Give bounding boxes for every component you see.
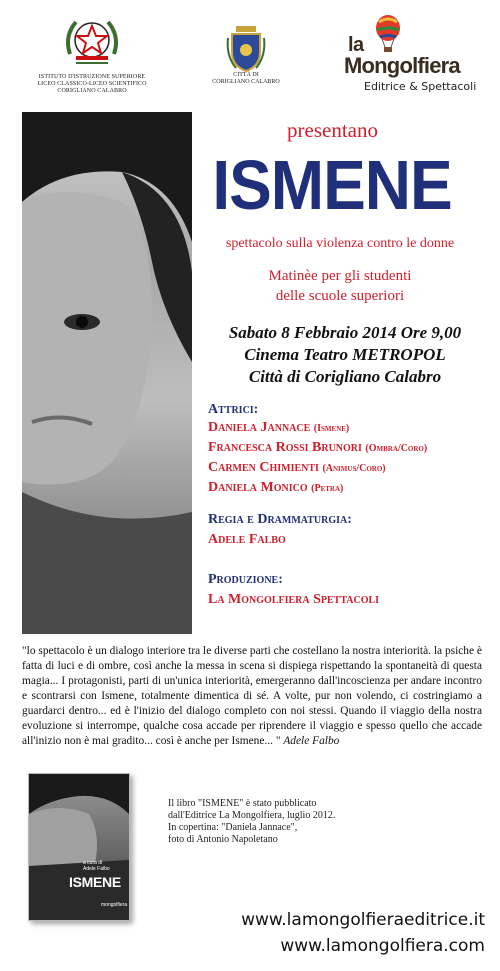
event-details	[200, 322, 490, 388]
cast-role: (Ombra/Coro)	[365, 443, 428, 454]
institute-name	[22, 74, 162, 95]
cast-list	[208, 418, 498, 498]
website-link-editrice[interactable]: www.lamongolfieraeditrice.it	[241, 910, 485, 930]
cast-role: (Animus/Coro)	[322, 463, 386, 474]
city-line-2: CORIGLIANO CALABRO	[212, 79, 280, 85]
book-cover	[28, 773, 130, 921]
event-city: Città di Corigliano Calabro	[248, 367, 442, 386]
publisher-logo-subtitle: Editrice & Spettacoli	[364, 80, 477, 93]
book-editor-line-2: Adele Falbo	[83, 866, 110, 872]
book-editor-line-1: a cura di	[83, 860, 103, 866]
institute-line-3: CORIGLIANO CALABRO	[57, 88, 127, 94]
show-subtitle: spettacolo sulla violenza contro le donne	[225, 236, 455, 251]
presenting-label: presentano	[287, 118, 378, 142]
quote-text: "lo spettacolo è un dialogo interiore tra le diverse parti che costellano la nostra interiorità. la psiche è fatta di luci e di ombre, così anche la messa in scena si dispiega rispettando la spontaneità di questa magia... I protagonisti, parti di un'unica interiorità, emergeranno dall'incoscienza per andare incontro e scontrarsi con Ismene, totalmente dimentica di sé. A volte, pur non volendo, ci costringiamo a guardarci dentro... ed è l'inizio del dialogo completo con noi stessi. Quando il viaggio della nostra evoluzione si interrompe, qualche cosa accade per riprendere il viaggio e spesso quello che accade all'inizio non è mai gradito... così è anche per Ismene... "	[22, 645, 482, 747]
cast-name: Daniela Monico	[208, 480, 308, 495]
event-venue: Cinema Teatro METROPOL	[244, 345, 446, 364]
production-name: La Mongolfiera Spettacoli	[208, 592, 380, 607]
director-quote	[22, 644, 482, 749]
book-note-line-3: In copertina: "Daniela Jannace",	[168, 822, 298, 833]
event-date: Sabato 8 Febbraio 2014 Ore 9,00	[228, 323, 462, 342]
cast-member	[208, 478, 498, 498]
matinee-line-1: Matinèe per gli studenti	[268, 268, 412, 284]
book-note	[168, 798, 408, 846]
book-note-line-2: dall'Editrice La Mongolfiera, luglio 2012.	[168, 810, 336, 821]
cast-member	[208, 438, 498, 458]
cast-role: (Ismene)	[313, 423, 350, 434]
portrait-photo	[22, 112, 192, 634]
production-heading: Produzione:	[208, 572, 283, 587]
institute-line-2: LICEO CLASSICO-LICEO SCIENTIFICO	[37, 81, 147, 87]
website-link-main[interactable]: www.lamongolfiera.com	[280, 936, 485, 956]
quote-author: Adele Falbo	[283, 735, 340, 747]
book-note-line-1: Il libro "ISMENE" è stato pubblicato	[168, 798, 317, 809]
book-cover-publisher: mongolfiera	[101, 902, 128, 908]
institute-line-1: ISTITUTO D'ISTRUZIONE SUPERIORE	[38, 74, 146, 80]
director-name: Adele Falbo	[208, 532, 286, 547]
city-coat-of-arms-icon	[226, 26, 266, 72]
republic-emblem-icon	[62, 14, 122, 70]
matinee-info	[200, 266, 480, 306]
cast-heading: Attrici:	[208, 402, 259, 417]
book-cover-photo	[29, 774, 129, 920]
publisher-logo-la: la	[348, 34, 364, 56]
cast-role: (Petra)	[311, 483, 344, 494]
cast-name: Francesca Rossi Brunori	[208, 440, 362, 455]
show-title: ISMENE	[212, 146, 452, 224]
book-editor	[83, 860, 110, 872]
cast-name: Daniela Jannace	[208, 420, 311, 435]
cast-member	[208, 418, 498, 438]
book-note-line-4: foto di Antonio Napoletano	[168, 834, 278, 845]
cast-member	[208, 458, 498, 478]
hot-air-balloon-icon	[373, 14, 403, 54]
matinee-line-2: delle scuole superiori	[275, 288, 405, 304]
publisher-logo-name: Mongolfiera	[344, 53, 460, 78]
book-cover-title: ISMENE	[69, 874, 121, 890]
city-name	[196, 72, 296, 86]
city-line-1: CITTÀ DI	[233, 72, 259, 78]
cast-name: Carmen Chimienti	[208, 460, 319, 475]
direction-heading: Regia e Drammaturgia:	[208, 512, 352, 527]
